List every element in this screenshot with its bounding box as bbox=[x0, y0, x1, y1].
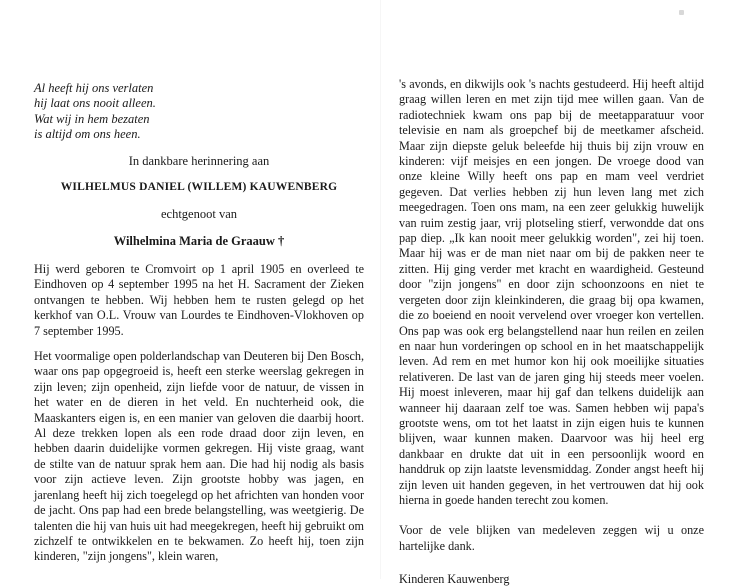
intro-line: In dankbare herinnering aan bbox=[128, 154, 270, 168]
biography-paragraph-2: Het voormalige open polderlandschap van Deuteren bij Den Bosch, waar ons pap opgegroeid is, heeft een sterke weerslag gekregen in zijn leven; zijn openheid, zijn liefde voor de natuur, de vissen in het water en de dieren in het veld. En nuchterheid ook, die Maaskanters eigen is, en een manier van geloven die daarbij hoort. Al deze trekken lopen als een rode draad door zijn leven, en hebben daarin duidelijke vormen gekregen. Hij viste graag, want de stilte van de natuur sprak hem aan. Die had hij nodig als basis voor zijn actieve leven. Zijn grootste hobby was jagen, en jarenlang heeft hij zich toegelegd op het africhten van honden voor de jacht. Ons pap had een brede belangstelling, was weetgierig. De talenten die hij van huis uit had meegekregen, heeft hij gebruikt om zichzelf te ontwikkelen en te bekwamen. Zo heeft hij, toen zijn kinderen, "zijn jongens", klein waren, bbox=[34, 349, 364, 564]
corner-mark bbox=[679, 10, 684, 15]
right-column bbox=[399, 77, 704, 588]
memorial-poem bbox=[34, 81, 156, 143]
biography-paragraph-1: Hij werd geboren te Cromvoirt op 1 april 1905 en overleed te Eindhoven op 4 september 1995 na het H. Sacrament der Zieken ontvangen te hebben. Wij hebben hem te rusten gelegd op het kerkhof van O.L. Vrouw van Lourdes te Eindhoven-Vlokhoven op 7 september 1995. bbox=[34, 262, 364, 338]
left-column bbox=[34, 262, 364, 565]
poem-line-2: hij laat ons nooit alleen. bbox=[34, 96, 156, 111]
spouse-intro: echtgenoot van bbox=[160, 207, 237, 221]
thanks-paragraph: Voor de vele blijken van medeleven zeggen wij u onze hartelijke dank. bbox=[399, 523, 704, 553]
fold-line bbox=[380, 0, 381, 579]
poem-line-4: is altijd om ons heen. bbox=[34, 127, 141, 142]
deceased-name: WILHELMUS DANIEL (WILLEM) KAUWENBERG bbox=[60, 181, 338, 193]
signature: Kinderen Kauwenberg bbox=[399, 572, 510, 587]
poem-line-3: Wat wij in hem bezaten bbox=[34, 111, 150, 126]
poem-line-1: Al heeft hij ons verlaten bbox=[34, 81, 154, 95]
spouse-name: Wilhelmina Maria de Graauw † bbox=[113, 234, 285, 248]
biography-paragraph-3: 's avonds, en dikwijls ook 's nachts gestudeerd. Hij heeft altijd graag willen leren en met zijn tijd mee willen gaan. Van de radiotechniek kwam ons pap bij de meetapparatuur voor televisie en nam als groepchef bij de meetkamer afscheid. Maar zijn diepste geluk beleefde hij thuis bij zijn vrouw en kinderen: vijf meisjes en een jongen. De vroege dood van onze kleine Willy heeft ons pap en mam veel verdriet gegeven. Dat verlies hebben zij hun leven lang met zich meegedragen. Toen ons mam, na een zeer gelukkig huwelijk van ruim zestig jaar, vrij plotseling stierf, verwondde dat ons pap diep. „Ik kan nooit meer gelukkig worden", zei hij toen. Maar hij was er de man niet naar om bij de pakken neer te zitten. Hij ging verder met kracht en waardigheid. Gesteund door "zijn jongens" en door zijn schoonzoons en niet te vergeten door zijn kleinkinderen, die graag bij opa kwamen, die zo boeiend en nooit vervelend over vroeger kon vertellen. Ons pap was ook erg belangstellend naar hun reilen en zeilen en naar hun vorderingen op school en in het maatschappelijk leven. Ad rem en met humor kon hij ook moeilijke situaties relativeren. De last van de jaren ging hij steeds meer voelen. Hij moest inleveren, maar hij gaf dan telkens duidelijk aan wanneer hij daaraan zelf toe was. Samen hebben wij papa's grootste wens, om tot het laatst in zijn eigen huis te kunnen blijven, waar kunnen maken. Daarvoor was hij heel erg dankbaar en drukte dat uit in een persoonlijk woord en handdruk op zijn laatste levensmiddag. Zonder angst heeft hij zijn leven uit handen gegeven, in het vertrouwen dat hij ook hierna in goede handen terecht zou komen. bbox=[399, 77, 704, 507]
